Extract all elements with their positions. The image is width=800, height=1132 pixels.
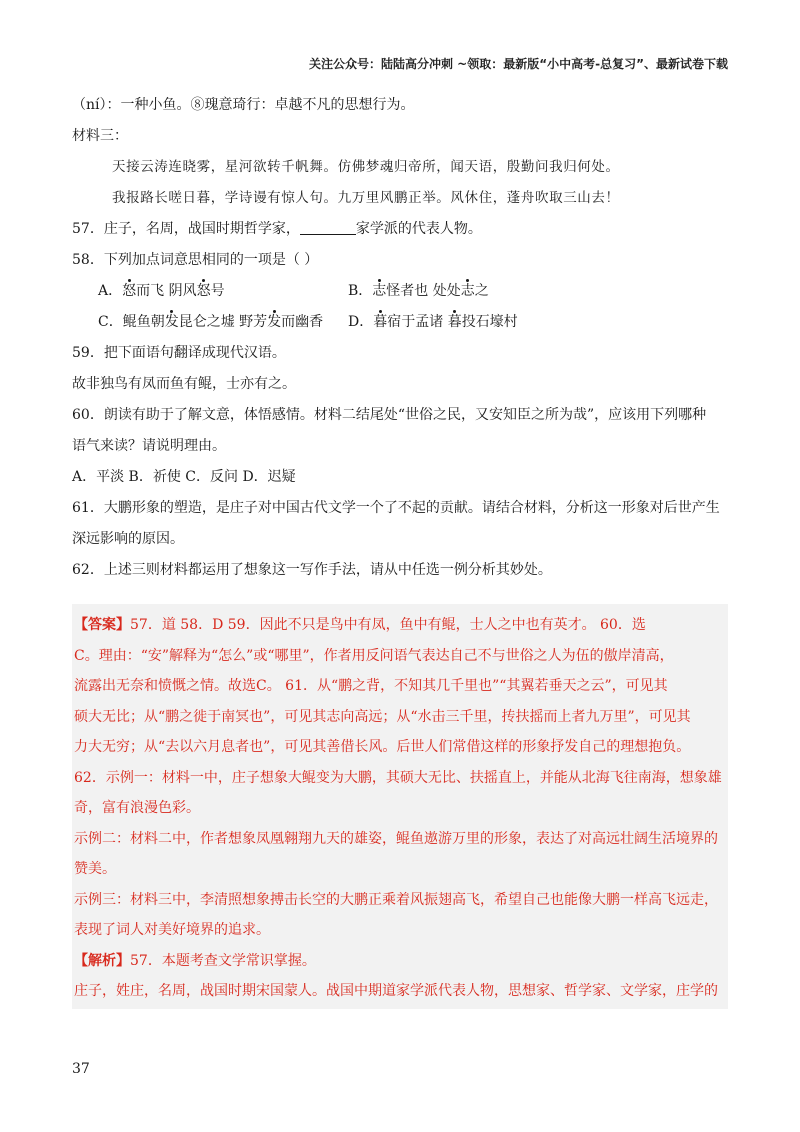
option-c: C．鲲鱼朝发昆仑之墟 野芳发而幽香: [98, 307, 348, 338]
option-a: A．怒而飞 阴风怒号: [98, 276, 348, 307]
answer-line-9: 赞美。: [74, 861, 116, 877]
question-59-sentence: 故非独鸟有凤而鱼有鲲，士亦有之。: [72, 376, 296, 392]
page-header: 关注公众号：陆陆高分冲刺 ~领取：最新版“小中高考-总复习”、最新试卷下载: [309, 57, 728, 71]
footnote-line: （ní）：一种小鱼。⑧瑰意琦行：卓越不凡的思想行为。: [72, 97, 415, 113]
dotted-char: 发: [267, 307, 281, 338]
answer-line-5: 力大无穷；从“去以六月息者也”，可见其善借长风。后世人们常借这样的形象抒发自己的理想抱负。: [74, 739, 691, 755]
question-57: [72, 214, 732, 245]
question-58-options-row-1: [72, 276, 732, 307]
question-section: [72, 90, 732, 586]
analysis-line-1: 【解析】57．本题考查文学常识掌握。: [74, 952, 316, 969]
answer-line-6: 62．示例一：材料一中，庄子想象大鲲变为大鹏，其硕大无比、扶摇直上，并能从北海飞往南海，想象雄: [74, 769, 722, 786]
question-57-text: 57．庄子，名周，战国时期哲学家，: [72, 221, 300, 237]
answer-line-1: 【答案】57．道 58．D 59．因此不只是鸟中有凤，鱼中有鲲，士人之中也有英才。 60．选: [74, 617, 646, 633]
option-d: D．暮宿于孟诸 暮投石壕村: [348, 307, 598, 338]
question-58: 58．下列加点词意思相同的一项是（ ）: [72, 252, 319, 268]
analysis-line-2: 庄子，姓庄，名周，战国时期宋国蒙人。战国中期道家学派代表人物，思想家、哲学家、文学家，庄学的: [74, 983, 718, 999]
analysis-tag: 【解析】: [74, 952, 130, 969]
question-57-text-end: 家学派的代表人物。: [355, 221, 482, 237]
dotted-char: 暮: [448, 307, 462, 338]
dotted-char: 志: [461, 276, 475, 307]
answer-line-10: 示例三：材料三中，李清照想象搏击长空的大鹏正乘着风振翅高飞，希望自己也能像大鹏一样高飞远走，: [74, 891, 718, 908]
dotted-char: 怒: [197, 276, 211, 307]
answer-tag: 【答案】: [74, 617, 130, 633]
dotted-char: 怒: [122, 276, 136, 307]
question-59: 59．把下面语句翻译成现代汉语。: [72, 345, 286, 361]
answer-line-4: 硕大无比；从“鹏之徙于南冥也”，可见其志向高远；从“水击三千里，抟扶摇而上者九万里”，可见其: [74, 708, 691, 725]
question-60-line-2: 语气来读？请说明理由。: [72, 438, 226, 454]
poem-line-1: 天接云涛连晓雾，星河欲转千帆舞。仿佛梦魂归帝所，闻天语，殷勤问我归何处。: [112, 159, 620, 175]
answer-line-11: 表现了词人对美好境界的追求。: [74, 922, 270, 938]
fill-blank: [300, 220, 356, 235]
question-61-line-2: 深远影响的原因。: [72, 531, 184, 547]
question-61-line-1: 61．大鹏形象的塑造，是庄子对中国古代文学一个了不起的贡献。请结合材料，分析这一形象对后世产生: [72, 500, 720, 516]
material-three-label: 材料三：: [72, 128, 128, 144]
poem-line-2: 我报路长嗟日暮，学诗谩有惊人句。九万里风鹏正举。风休住，蓬舟吹取三山去！: [112, 190, 620, 206]
dotted-char: 暮: [373, 307, 387, 338]
answer-section: [74, 610, 728, 1007]
answer-line-2: C。理由：“安”解释为“怎么”或“哪里”，作者用反问语气表达自己不与世俗之人为伍的傲岸清高，: [74, 647, 674, 664]
question-60-options: A．平淡 B．祈使 C．反问 D．迟疑: [72, 469, 296, 485]
answer-line-3: 流露出无奈和愤慨之情。故选C。 61．从“鹏之背，不知其几千里也”“其翼若垂天之云”，可见其: [74, 678, 668, 694]
page-number: 37: [72, 1061, 90, 1077]
question-62: 62．上述三则材料都运用了想象这一写作手法，请从中任选一例分析其妙处。: [72, 562, 552, 578]
answer-line-7: 奇，富有浪漫色彩。: [74, 800, 200, 816]
answer-line-8: 示例二：材料二中，作者想象凤凰翱翔九天的雄姿，鲲鱼遨游万里的形象，表达了对高远壮阔生活境界的: [74, 830, 718, 847]
question-58-options-row-2: [72, 307, 732, 338]
dotted-char: 志: [372, 276, 386, 307]
question-60-line-1: 60．朗读有助于了解文意，体悟感情。材料二结尾处“世俗之民，又安知臣之所为哉”，应该用下列哪种: [72, 407, 707, 423]
option-b: B．志怪者也 处处志之: [348, 276, 598, 307]
dotted-char: 发: [165, 307, 179, 338]
